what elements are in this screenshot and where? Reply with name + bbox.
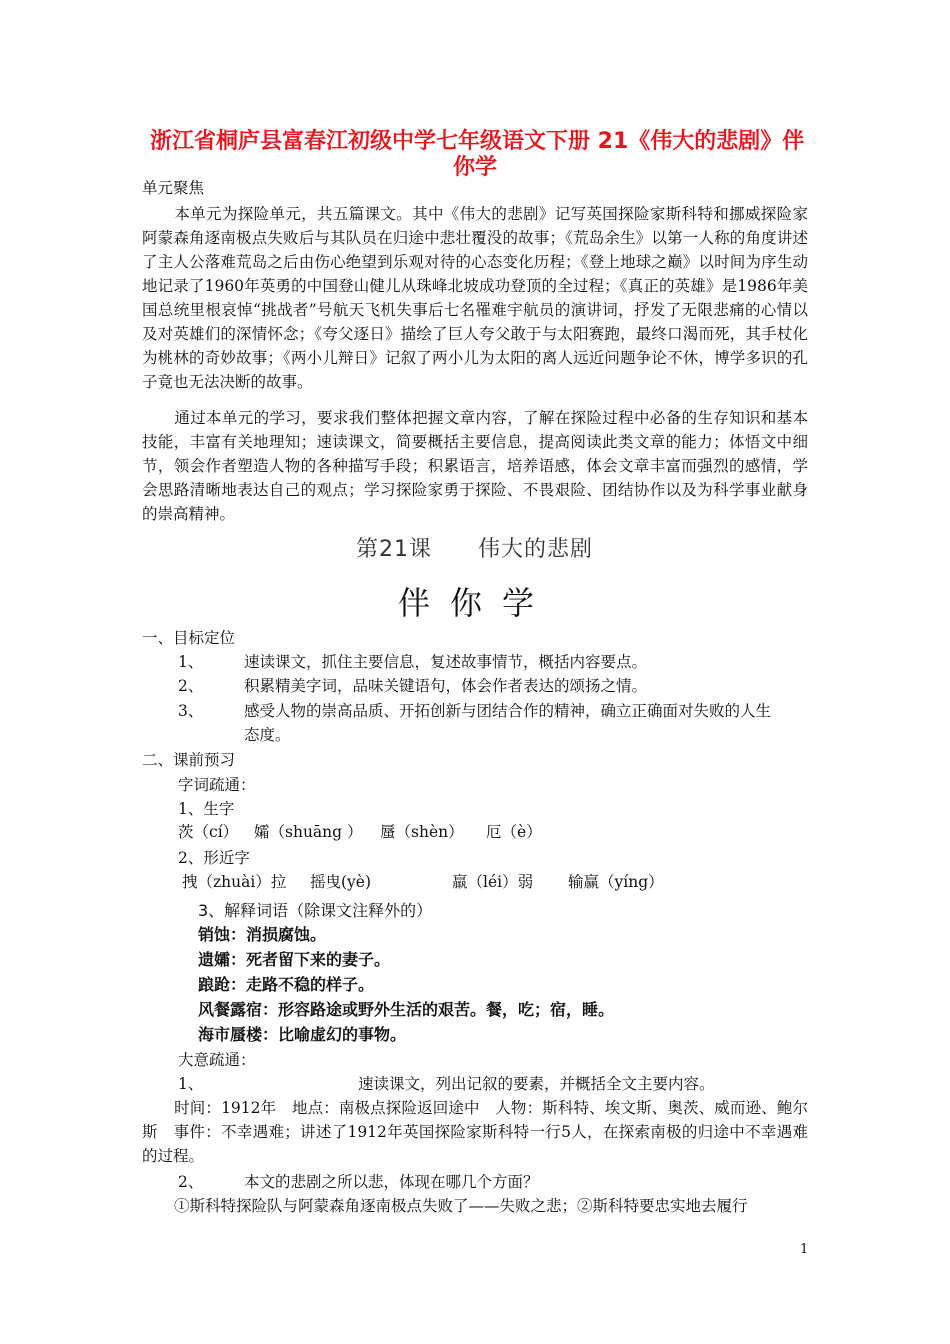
word-explain-4: 风餐露宿：形容路途或野外生活的艰苦。餐，吃；宿，睡。 <box>198 1000 615 1019</box>
new-char-4 <box>486 820 542 844</box>
question-1-answer <box>142 1096 808 1168</box>
new-char-1 <box>178 820 238 844</box>
section2-heading: 二、课前预习 <box>142 751 236 769</box>
new-char-4-pinyin: （è） <box>501 823 542 841</box>
goal-item-1-number: 1、 <box>178 653 204 671</box>
similar-char-2: 摇曳(yè) <box>310 873 372 891</box>
summary-subheading: 大意疏通： <box>178 1051 256 1069</box>
similar-chars-label: 2、形近字 <box>178 849 250 867</box>
word-explain-5: 海市蜃楼：比喻虚幻的事物。 <box>198 1025 407 1044</box>
vocab-subheading: 字词疏通： <box>178 776 256 794</box>
similar-char-3: 羸（léi）弱 <box>452 873 534 891</box>
goal-item-2-number: 2、 <box>178 677 204 695</box>
page-number: 1 <box>800 1242 809 1257</box>
unit-paragraph-2 <box>142 406 808 526</box>
word-explain-2: 遗孀：死者留下来的妻子。 <box>198 950 391 969</box>
new-char-1-char: 茨 <box>178 823 194 841</box>
similar-char-1: 拽（zhuài）拉 <box>182 873 287 891</box>
new-char-4-char: 厄 <box>486 823 502 841</box>
word-explain-1: 销蚀：消损腐蚀。 <box>198 925 327 944</box>
unit-heading: 单元聚焦 <box>142 179 205 197</box>
goal-item-1-text: 速读课文，抓住主要信息，复述故事情节，概括内容要点。 <box>244 653 648 671</box>
goal-item-2-text: 积累精美字词，品味关键语句，体会作者表达的颂扬之情。 <box>244 677 648 695</box>
document-title-line2: 你学 <box>453 155 498 180</box>
new-char-2-char: 孀 <box>254 823 270 841</box>
question-2-answer: ①斯科特探险队与阿蒙森角逐南极点失败了——失败之悲；②斯科特要忠实地去履行 <box>174 1197 748 1215</box>
new-char-3 <box>380 820 464 844</box>
section1-heading: 一、目标定位 <box>142 629 236 647</box>
similar-char-4: 输赢（yíng） <box>568 873 664 891</box>
question-1-number: 1、 <box>178 1075 204 1093</box>
question-2-text: 本文的悲剧之所以悲，体现在哪几个方面？ <box>244 1173 539 1191</box>
lesson-title: 第21课 伟大的悲剧 <box>356 537 593 562</box>
new-char-1-pinyin: （cí） <box>193 823 239 841</box>
new-char-3-char: 蜃 <box>380 823 396 841</box>
question-1-text: 速读课文，列出记叙的要素，并概括全文主要内容。 <box>358 1075 715 1093</box>
document-title-line1: 浙江省桐庐县富春江初级中学七年级语文下册 21《伟大的悲剧》伴 <box>150 129 805 154</box>
new-char-2-pinyin: （shuāng ） <box>269 823 363 841</box>
question-2-number: 2、 <box>178 1173 204 1191</box>
unit-paragraph-1 <box>142 202 808 394</box>
goal-item-3-number: 3、 <box>178 702 204 720</box>
word-explain-3: 踉跄：走路不稳的样子。 <box>198 975 375 994</box>
new-char-3-pinyin: （shèn） <box>395 823 464 841</box>
goal-item-3-continuation: 态度。 <box>244 726 291 744</box>
goal-item-3-text: 感受人物的崇高品质、开拓创新与团结合作的精神，确立正确面对失败的人生 <box>244 702 772 720</box>
new-chars-label: 1、生字 <box>178 800 235 818</box>
question-1-answer-text: 时间：1912年 地点：南极点探险返回途中 人物：斯科特、埃文斯、奥茨、威而逊、鲍尔斯 事件：不幸遇难；讲述了1912年英国探险家斯科特一行5人，在探索南极的归途中不幸遇难的过程。 <box>142 1099 808 1165</box>
unit-paragraph-1-text: 本单元为探险单元，共五篇课文。其中《伟大的悲剧》记写英国探险家斯科特和挪威探险家阿蒙森角逐南极点失败后与其队员在归途中悲壮覆没的故事；《荒岛余生》以第一人称的角度讲述了主人公落难荒岛之后由伤心绝望到乐观对待的心态变化历程；《登上地球之巅》以时间为序生动地记录了1960年英勇的中国登山健儿从珠峰北坡成功登顶的全过程；《真正的英雄》是1986年美国总统里根哀悼“挑战者”号航天飞机失事后七名罹难宇航员的演讲词，抒发了无限悲痛的心情以及对英雄们的深情怀念；《夸父逐日》描绘了巨人夸父敢于与太阳赛跑，最终口渴而死，其手杖化为桃林的奇妙故事；《两小儿辩日》记叙了两小儿为太阳的离人远近问题争论不休，博学多识的孔子竟也无法决断的故事。 <box>142 205 808 391</box>
new-char-2 <box>254 820 363 844</box>
lesson-subtitle: 伴你学 <box>398 584 555 622</box>
unit-paragraph-2-text: 通过本单元的学习，要求我们整体把握文章内容，了解在探险过程中必备的生存知识和基本技能，丰富有关地理知；速读课文，简要概括主要信息，提高阅读此类文章的能力；体悟文中细节，领会作者塑造人物的各种描写手段；积累语言，培养语感，体会文章丰富而强烈的感情，学会思路清晰地表达自己的观点；学习探险家勇于探险、不畏艰险、团结协作以及为科学事业献身的崇高精神。 <box>142 409 808 523</box>
word-explain-label: 3、解释词语（除课文注释外的） <box>198 901 433 920</box>
